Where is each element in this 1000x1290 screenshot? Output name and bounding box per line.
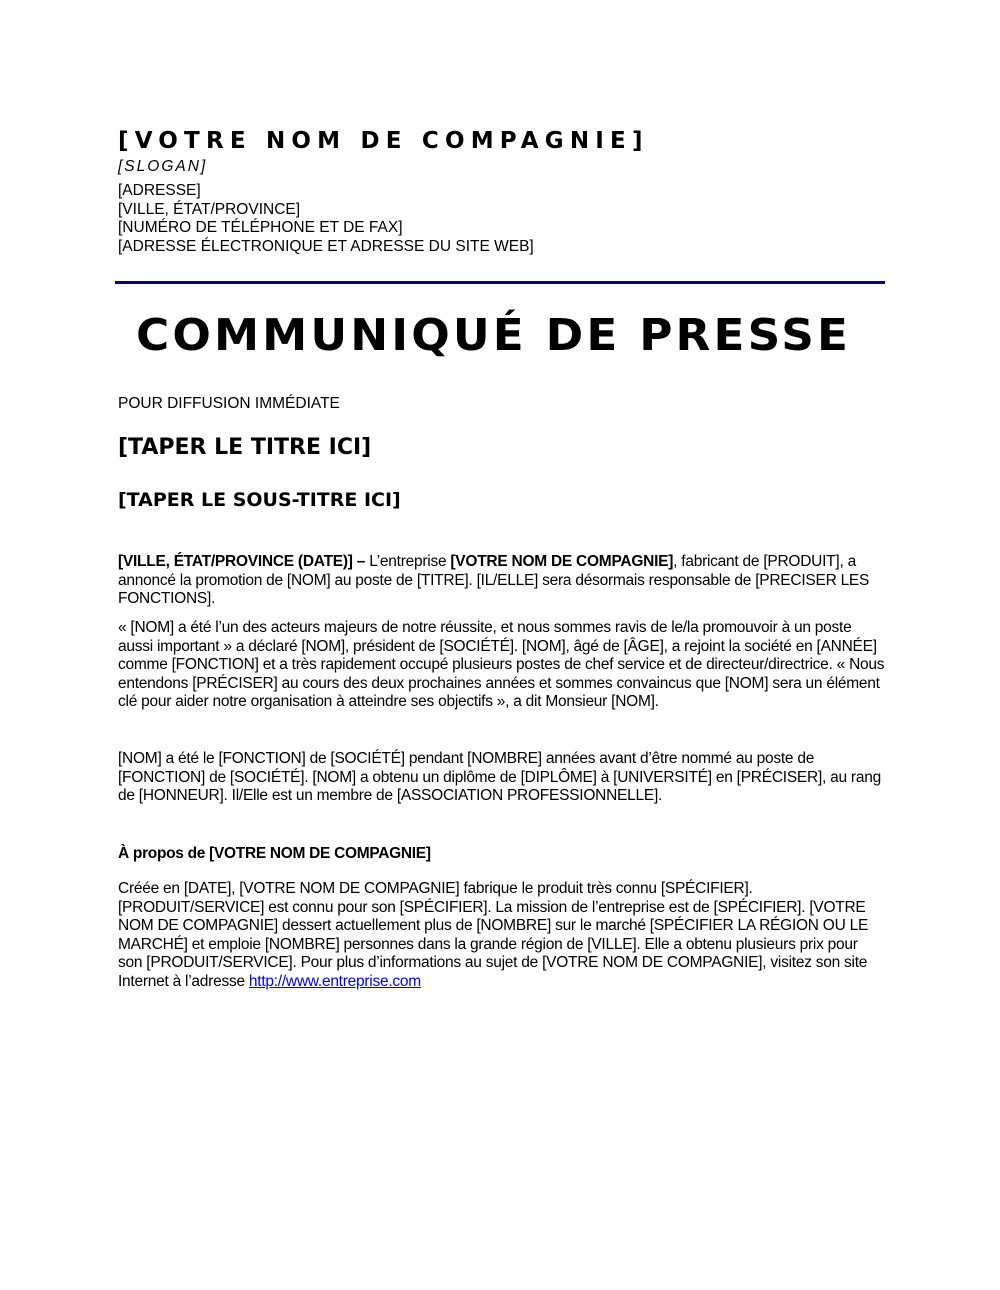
email-web-line: [ADRESSE ÉLECTRONIQUE ET ADRESSE DU SITE WEB] — [118, 237, 534, 255]
intro-text-b: , fabricant de [PRODUIT], a annoncé la promotion de [NOM] au poste de [TITRE]. [IL/ELLE] sera désormais responsable de [PRECISER LES FONCTIONS]. — [118, 553, 870, 608]
headline: [TAPER LE TITRE ICI] — [118, 435, 372, 460]
paragraph-about — [118, 880, 885, 992]
city-line: [VILLE, ÉTAT/PROVINCE] — [118, 200, 301, 218]
paragraph-intro — [118, 553, 885, 609]
company-name-bold: [VOTRE NOM DE COMPAGNIE] — [450, 553, 674, 570]
document-title: COMMUNIQUÉ DE PRESSE — [136, 310, 852, 361]
dateline: [VILLE, ÉTAT/PROVINCE (DATE)] – — [118, 553, 366, 570]
paragraph-quote: « [NOM] a été l’un des acteurs majeurs de notre réussite, et nous sommes ravis de le/la promouvoir à un poste aussi important » a déclaré [NOM], président de [SOCIÉTÉ]. [NOM], âgé de [ÂGE], a rejoint la société en [ANNÉE] comme [FONCTION] et a très rapidement occupé plusieurs postes de chef service et de directeur/directrice. « Nous entendons [PRÉCISER] au cours des deux prochaines années et sommes convaincus que [NOM] sera un élément clé pour aider notre organisation à atteindre ses objectifs », a dit Monsieur [NOM]. — [118, 619, 885, 711]
address-block — [118, 182, 534, 256]
paragraph-background: [NOM] a été le [FONCTION] de [SOCIÉTÉ] pendant [NOMBRE] années avant d’être nommé au poste de [FONCTION] de [SOCIÉTÉ]. [NOM] a obtenu un diplôme de [DIPLÔME] à [UNIVERSITÉ] en [PRÉCISER], au rang de [HONNEUR]. Il/Elle est un membre de [ASSOCIATION PROFESSIONNELLE]. — [118, 750, 881, 805]
subheadline: [TAPER LE SOUS-TITRE ICI] — [118, 489, 401, 511]
intro-text-a: L’entreprise — [365, 553, 451, 570]
release-note: POUR DIFFUSION IMMÉDIATE — [118, 395, 340, 412]
phone-fax-line: [NUMÉRO DE TÉLÉPHONE ET DE FAX] — [118, 219, 403, 237]
slogan: [SLOGAN] — [118, 158, 208, 175]
website-link[interactable]: http://www.entreprise.com — [248, 972, 421, 990]
company-name: [VOTRE NOM DE COMPAGNIE] — [118, 128, 649, 154]
header-divider — [115, 281, 885, 284]
address-line: [ADRESSE] — [118, 182, 201, 199]
about-heading: À propos de [VOTRE NOM DE COMPAGNIE] — [118, 845, 431, 862]
about-text: Créée en [DATE], [VOTRE NOM DE COMPAGNIE] fabrique le produit très connu [SPÉCIFIER]. [PRODUIT/SERVICE] est connu pour son [SPÉCIFIER]. La mission de l’entreprise est de [SPÉCIFIER]. [VOTRE NOM DE COMPAGNIE] dessert actuellement plus de [NOMBRE] sur le marché [SPÉCIFIER LA RÉGION OU LE MARCHÉ] et emploie [NOMBRE] personnes dans la grande région de [VILLE]. Elle a obtenu plusieurs prix pour son [PRODUIT/SERVICE]. Pour plus d’informations au sujet de [VOTRE NOM DE COMPAGNIE], visitez son site Internet à l’adresse — [118, 880, 869, 990]
